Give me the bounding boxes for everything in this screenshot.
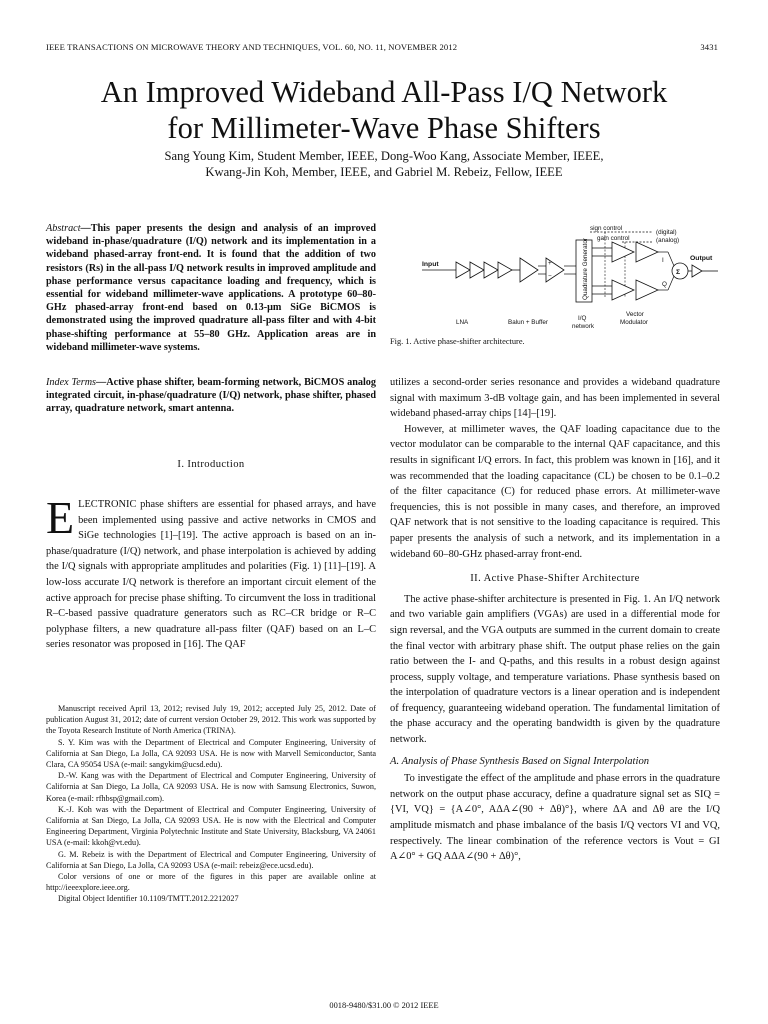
index-terms-label: Index Terms — [46, 377, 97, 388]
paper-title — [40, 74, 728, 146]
architecture-paragraph: The active phase-shifter architecture is presented in Fig. 1. An I/Q network and two variable gain amplifiers (VGAs) are used in a differential mode for sign reversal, and the VGA outputs are summed in the current domain to create the final vector with arbitrary phase shift. The output phase relies on the gain ratio between the I- and Q-paths, and this results in a robust design against process, supply voltage, and temperature variations. Phase synthesis based on the interpolation of quadrature vectors is a linear operation and is independent of frequency, guaranteeing wideband operation. The fundamental limitation of the phase accuracy and the operating bandwidth is given by the quadrature network. — [390, 593, 720, 746]
footnote-color: Color versions of one or more of the figures in this paper are available online at http://ieeexplore.ieee.org. — [46, 872, 376, 893]
balun-buffer — [520, 258, 576, 282]
footnote-author-kang: D.-W. Kang was with the Department of Electrical and Computer Engineering, University of California at San Diego, La Jolla, CA 92093 USA. He is now with Samsung Electronics, Suwon, Korea (e-mail: rfhbsp@gmail.com). — [46, 771, 376, 803]
fig-output-label: Output — [690, 255, 713, 262]
index-terms — [46, 376, 376, 416]
fig-plus-sign: + — [548, 260, 552, 267]
section-heading-architecture: II. Active Phase-Shifter Architecture — [470, 573, 640, 585]
fig-vector-label: Vector — [626, 311, 644, 318]
fig-qaf-label: Quadrature Generator — [582, 238, 589, 300]
fig-iq-label: I/Q — [578, 315, 587, 322]
fig-sign-control-label: sign control — [590, 225, 623, 232]
fig-q-mark: Q — [662, 281, 667, 288]
page-number: 3431 — [700, 42, 718, 52]
fig-input-label: Input — [422, 261, 439, 268]
footnote-doi: Digital Object Identifier 10.1109/TMTT.2012.2212027 — [58, 894, 239, 904]
output-buffer — [692, 265, 702, 277]
fig-lna-label: LNA — [456, 319, 469, 326]
index-terms-text: —Active phase shifter, beam-forming network, BiCMOS analog integrated circuit, in-phase/quadrature (I/Q) network, phase shifter, phased array, quadrature network, smart antenna. — [46, 377, 376, 415]
fig-network-label: network — [572, 323, 595, 330]
footnote-author-koh: K.-J. Koh was with the Department of Electrical and Computer Engineering, University of California at San Diego, La Jolla, CA 92093 USA. He is now with the Electrical and Computer Engineering Department, Virginia Polytechnic Institute and State University, Blacksburg, VA 24061 USA (e-mail: kkoh@vt.edu). — [46, 804, 376, 848]
phase-synthesis-paragraph: To investigate the effect of the amplitude and phase errors in the quadrature network on the output phase accuracy, define a quadrature signal set as SIQ = {VI, VQ} = {A∠0°, AΔA∠(90 + Δθ)°}, where ΔA and Δθ are the I/Q amplitude mismatch and phase imbalance of the basis I/Q vectors VI and VQ, respectively. The linear combination of the reference vectors is Vout = GI A∠0° + GQ AΔA∠(90 + Δθ)°, — [390, 773, 720, 863]
abstract-text: —This paper presents the design and analysis of an improved wideband in-phase/quadrature (I/Q) network and its implementation in a wideband phased-array front-end. It is found that the addition of two resistors (Rs) in the all-pass I/Q network results in improved amplitude and phase performance versus capacitance loading and frequency, which is essential for wideband millimeter-wave applications. A prototype 60–80-GHz phased-array front-end based on 0.13-μm SiGe BiCMOS is demonstrated using the improved quadrature all-pass filter and with 4-bit phase-shifting performance at 55–80 GHz. Application areas are in wideband millimeter-wave systems. — [46, 223, 376, 353]
fig-gain-control-label: gain control — [597, 235, 630, 242]
title-line-1: An Improved Wideband All-Pass I/Q Network — [100, 75, 668, 109]
copyright-footer: 0018-9480/$31.00 © 2012 IEEE — [329, 1001, 439, 1010]
author-list — [40, 148, 728, 180]
intro-paragraph: LECTRONIC phase shifters are essential for phased arrays, and have been implemented using passive and active networks in CMOS and SiGe technologies [1]–[19]. The active approach is based on an in-phase/quadrature (I/Q) network, and phase interpolation is achieved by adding the I/Q signals with appropriate amplitudes and polarities (Fig. 1) [11]–[19]. A low-loss accurate I/Q network is therefore an important circuit element of the active approach for precise phase shifting. To circumvent the loss in traditional R–C-based passive quadrature generators such as RC–CR bridge or R–C polyphase filters, a new quadrature all-pass filter (QAF) based on an L–C series resonator was proposed in [16]. The QAF — [46, 499, 376, 651]
loading-capacitance-paragraph: However, at millimeter waves, the QAF loading capacitance due to the vector modulator can be comparable to the internal QAF capacitance, and this results in significant I/Q errors. In fact, this problem was known in [16], and it was recommended that the loading capacitance (CL) be chosen to be 0.1–0.2 of the filter capacitance (C) for reduced phase errors. At millimeter-wave frequencies, this is not possible in many cases, and therefore, an improved QAF network that is not sensitive to the loading capacitance is required. This paper presents the analysis of such a network, and its implementation in a wideband 60–80-GHz phased-array front-end. — [390, 423, 720, 560]
fig-digital-label: (digital) — [656, 229, 677, 236]
fig-modulator-label: Modulator — [620, 319, 649, 326]
subsection-heading-phase-synthesis: A. Analysis of Phase Synthesis Based on Signal Interpolation — [390, 755, 650, 767]
journal-name: IEEE TRANSACTIONS ON MICROWAVE THEORY AND TECHNIQUES, VOL. 60, NO. 11, NOVEMBER 2012 — [46, 42, 458, 52]
fig-analog-label: (analog) — [656, 237, 680, 244]
fig-balun-label: Balun + Buffer — [508, 319, 548, 326]
right-column-body — [390, 375, 720, 865]
introduction-body — [46, 492, 376, 653]
figure-1-caption: Fig. 1. Active phase-shifter architecture. — [390, 337, 525, 346]
footnote-manuscript: Manuscript received April 13, 2012; revised July 19, 2012; accepted July 25, 2012. Date of publication August 31, 2012; date of current version October 29, 2012. This work was supported by the Toyota Research Institute of North America (TRINA). — [46, 704, 376, 736]
abstract — [46, 222, 376, 354]
authors-line-1: Sang Young Kim, Student Member, IEEE, Dong-Woo Kang, Associate Member, IEEE, — [164, 149, 604, 163]
footnotes — [46, 703, 376, 905]
fig-i-mark: I — [662, 257, 664, 264]
title-line-2: for Millimeter-Wave Phase Shifters — [167, 111, 601, 145]
abstract-label: Abstract — [46, 223, 81, 234]
footnote-author-kim: S. Y. Kim was with the Department of Electrical and Computer Engineering, University of California at San Diego, La Jolla, CA 92093 USA. He is now with Marvell Semiconductor, Santa Clara, CA 95054 USA (e-mail: sangykim@ucsd.edu). — [46, 737, 376, 770]
fig-sum-symbol: Σ — [676, 269, 681, 276]
figure-1-diagram — [390, 220, 720, 340]
section-heading-introduction: I. Introduction — [177, 459, 245, 470]
fig-minus-sign: − — [548, 273, 552, 280]
footnote-author-rebeiz: G. M. Rebeiz is with the Department of Electrical and Computer Engineering, University of California at San Diego, La Jolla, CA 92093 USA (e-mail: rebeiz@ece.ucsd.edu). — [46, 849, 376, 870]
drop-cap: E — [46, 492, 75, 543]
qaf-paragraph-continued: utilizes a second-order series resonance and provides a wideband quadrature signal with maximum 3-dB voltage gain, and has been implemented in several wideband phased-array chips [14]–[19]. — [390, 377, 720, 420]
vector-modulator — [612, 242, 688, 300]
running-header — [46, 42, 718, 52]
authors-line-2: Kwang-Jin Koh, Member, IEEE, and Gabriel M. Rebeiz, Fellow, IEEE — [205, 165, 563, 179]
lna-triangles — [456, 262, 512, 278]
